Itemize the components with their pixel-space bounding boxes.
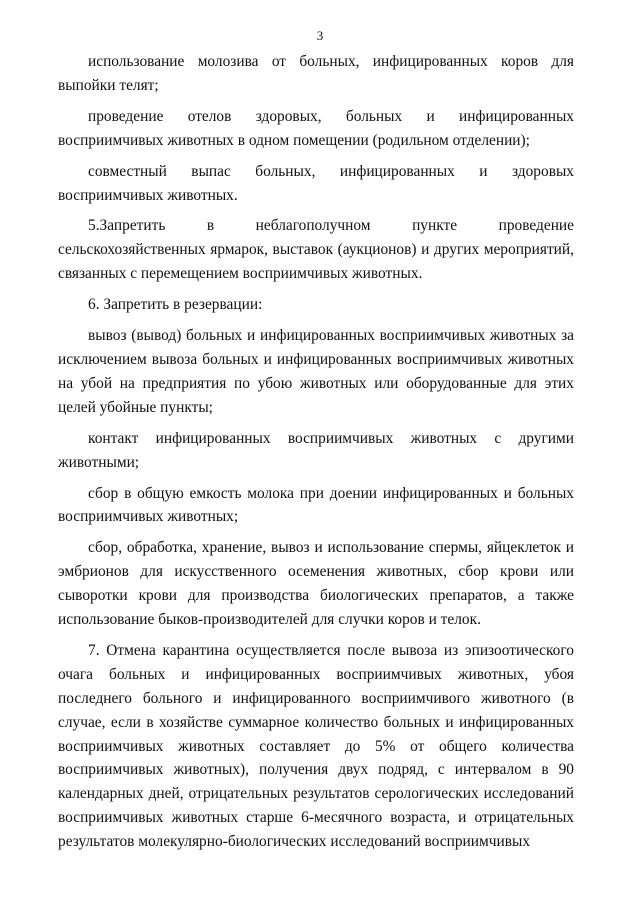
paragraph-joint-grazing: совместный выпас больных, инфицированных и здоровых восприимчивых животных.	[58, 162, 574, 204]
document-body	[58, 50, 574, 861]
page-number: 3	[316, 28, 324, 43]
paragraph-sperm-blood: сбор, обработка, хранение, вывоз и использование спермы, яйцеклеток и эмбрионов для искусственного осеменения животных, сбор крови или сыворотки крови для производства биологических препаратов, а также использование быков-производителей для случки коров и телок.	[58, 539, 574, 629]
paragraph-export: вывоз (вывод) больных и инфицированных восприимчивых животных за исключением вывоза больных и инфицированных восприимчивых животных на убой на предприятия по убою животных или оборудованные для этих целей убойные пункты;	[58, 327, 574, 416]
paragraph-milk-collection: сбор в общую емкость молока при доении инфицированных и больных восприимчивых животных;	[58, 484, 574, 526]
paragraph-calving: проведение отелов здоровых, больных и инфицированных восприимчивых животных в одном помещении (родильном отделении);	[58, 107, 574, 149]
paragraph-item-6: 6. Запретить в резервации:	[88, 296, 263, 314]
paragraph-item-7: 7. Отмена карантина осуществляется после вывоза из эпизоотического очага больных и инфицированных восприимчивых животных, убоя последнего больного и инфицированного восприимчивого животного (в случае, если в хозяйстве суммарное количество больных и инфицированных восприимчивых животных составляет до 5% от общего количества восприимчивых животных), получения двух подряд, с интервалом в 90 календарных дней, отрицательных результатов серологических исследований восприимчивых животных старше 6-месячного возраста, и отрицательных результатов молекулярно-биологических исследований восприимчивых	[58, 641, 574, 851]
paragraph-contact: контакт инфицированных восприимчивых животных с другими животными;	[58, 429, 574, 471]
paragraph-colostrum: использование молозива от больных, инфицированных коров для выпойки телят;	[58, 53, 574, 94]
paragraph-item-5: 5.Запретить в неблагополучном пункте проведение сельскохозяйственных ярмарок, выставок (аукционов) и других мероприятий, связанных с перемещением восприимчивых животных.	[58, 217, 574, 283]
